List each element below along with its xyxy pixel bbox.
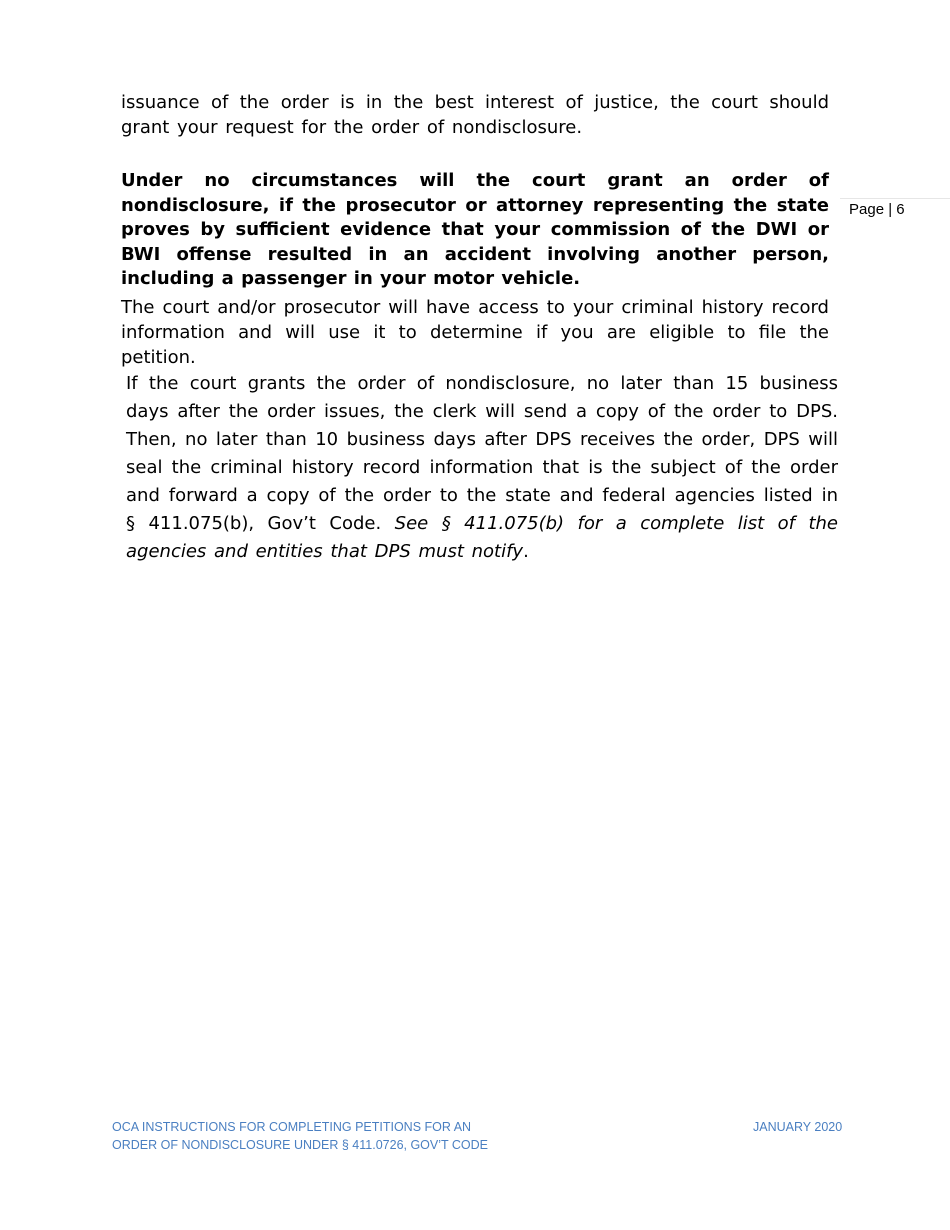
footer-date-text: JANUARY 2020 <box>753 1120 843 1134</box>
paragraph-justice: issuance of the order is in the best interest of justice, the court should grant your request for the order of nondisclosure. <box>121 92 829 138</box>
paragraph-order-granted-italic: See § 411.075(b) for a complete list of the agencies and entities that DPS must notify <box>126 513 839 562</box>
paragraph-order-granted-end: . <box>523 541 529 562</box>
paragraph-order-granted-text: If the court grants the order of nondisclosure, no later than 15 business days after the order issues, the clerk will send a copy of the order to DPS. Then, no later than 10 business days after DPS receives the order, DPS will seal the criminal history record information that is the subject of the order and forward a copy of the order to the state and federal agencies listed in § 411.075(b), Gov’t Code. <box>126 373 838 534</box>
paragraph-order-granted <box>126 370 838 566</box>
footer-date <box>753 1118 842 1136</box>
paragraph-circumstances-bold: Under no circumstances will the court grant an order of nondisclosure, if the prosecutor or attorney representing the state proves by sufficient evidence that your commission of the DWI or BWI offense resulted in an accident involving another person, including a passenger in your motor vehicle. <box>121 170 829 289</box>
footer-title-line-2: ORDER OF NONDISCLOSURE UNDER § 411.0726, GOV’T CODE <box>112 1138 489 1152</box>
footer-title <box>112 1118 488 1154</box>
footer-title-line-1: OCA INSTRUCTIONS FOR COMPLETING PETITIONS FOR AN <box>112 1120 472 1134</box>
page-number-rule <box>840 198 950 199</box>
paragraph-access: The court and/or prosecutor will have access to your criminal history record information and will use it to determine if you are eligible to file the petition. <box>121 297 829 368</box>
page-number: Page | 6 <box>849 201 905 218</box>
